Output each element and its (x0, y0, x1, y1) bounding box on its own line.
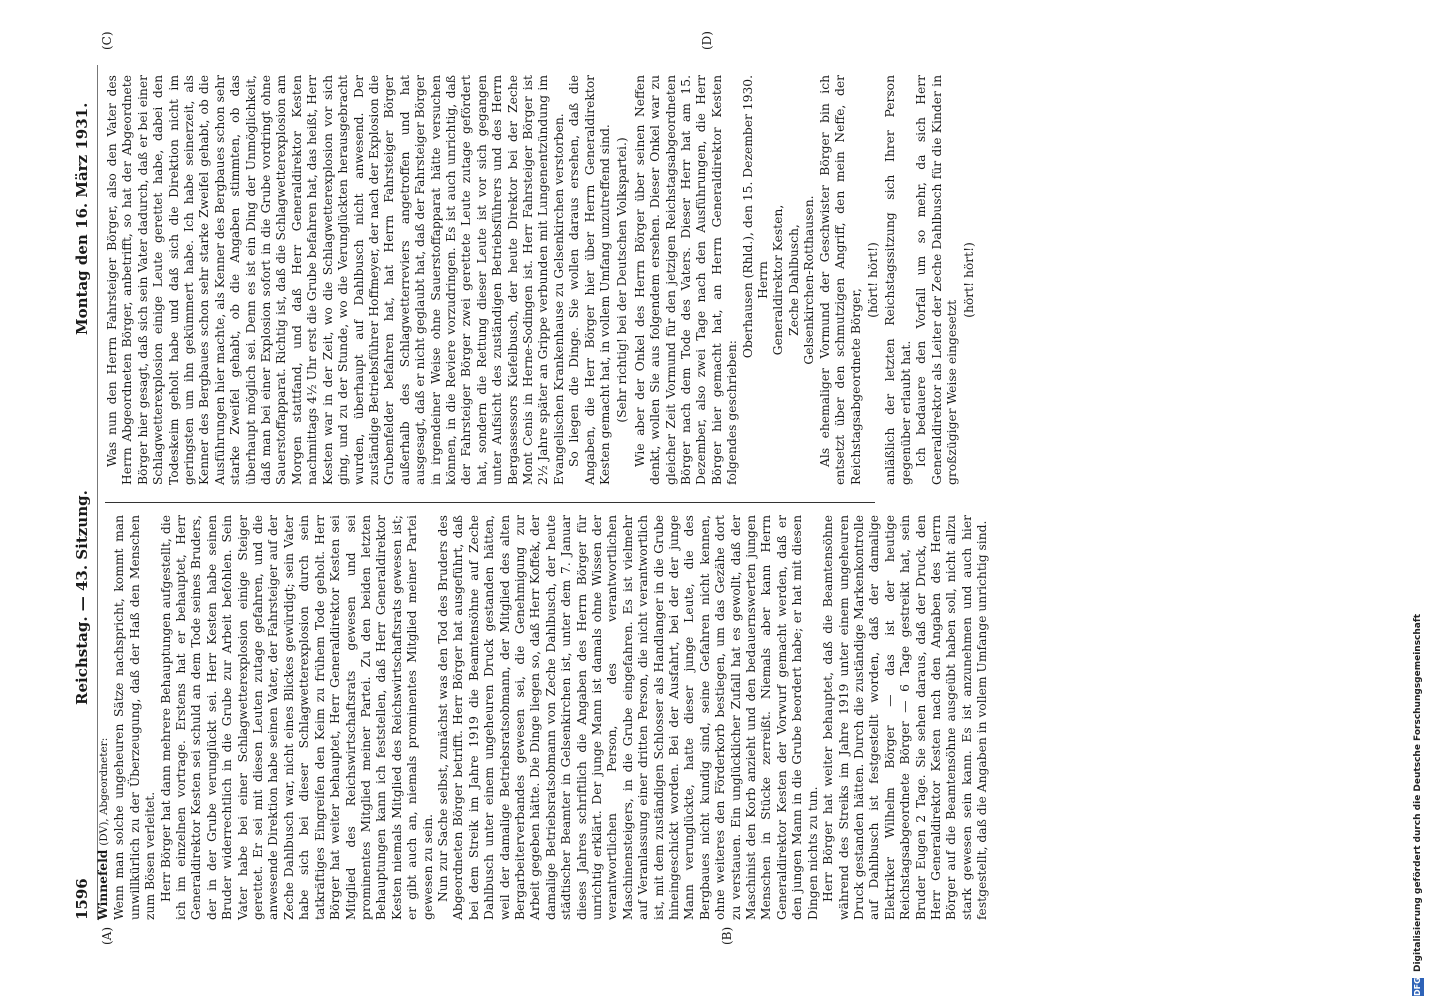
margin-mark-a: (A) (100, 926, 114, 945)
margin-mark-b: (B) (720, 926, 734, 945)
speaker-party: (DV), Abgeordneter: (98, 737, 110, 846)
speaker-line (95, 515, 112, 920)
page-header (65, 60, 97, 920)
page-number: 1596 (73, 878, 91, 920)
paragraph: Herr Börger hat dann mehrere Behauptungen aufgestellt, die ich im einzelnen vortrage. Erstens hat er behauptet, Herr Generaldirektor Kesten sei schuld an dem Tode seines Bruders, der in der Grube verunglückt sei. Herr Kesten habe seinen Bruder widerrechtlich in die Grube zur Arbeit befohlen. Sein Vater habe bei einer Schlagwetterexplosion einige Steiger gerettet. Er sei mit diesen Leuten zutage gefahren, und die anwesende Direktion habe seinen Vater, der Fahrsteiger auf der Zeche Dahlbusch war, nicht eines Blickes gewürdigt; sein Vater habe sich bei dieser Schlagwetterexplosion durch sein tatkräftiges Eingreifen den Keim zu frühem Tode geholt. Herr Börger hat weiter behauptet, Herr Generaldirektor Kesten sei Mitglied des Reichswirtschaftsrats gewesen und sei prominentes Mitglied meiner Partei. Zu den beiden letzten Behauptungen kann ich feststellen, daß Herr Generaldirektor Kesten niemals Mitglied des Reichswirtschaftsrats gewesen ist; er gibt auch an, niemals prominentes Mitglied meiner Partei gewesen zu sein. (158, 515, 435, 920)
letter-text: anläßlich der letzten Reichstagssitzung sich Ihrer Person gegenüber erlaubt hat. (883, 75, 913, 485)
session-date: Montag den 16. März 1931. (73, 102, 91, 335)
letter-text: Ich bedauere den Vorfall um so mehr, da sich Herr Generaldirektor als Leiter der Zeche Dahlbusch für die Kinder in großzügiger Weise eingesetzt (914, 75, 959, 485)
letter-address: Zeche Dahlbusch, (786, 224, 801, 336)
session-title: Reichstag. — 43. Sitzung. (73, 490, 91, 705)
left-column (95, 515, 991, 920)
letter-address: Generaldirektor Kesten, (771, 204, 786, 356)
paragraph: Wie aber der Onkel des Herrn Börger über seinen Neffen denkt, wollen Sie aus folgendem ersehen. Dieser Onkel war zu gleicher Zeit Vormund für den jetzigen Reichstagsabgeordneten Börger nach dem Tode des Vaters. Dieser Herr hat am 15. Dezember, also zwei Tage nach den Ausführungen, die Herr Börger hier gemacht hat, an Herrn Generaldirektor Kesten folgendes geschrieben: (632, 75, 740, 485)
interjection: (Sehr richtig! bei der Deutschen Volkspartei.) (615, 137, 630, 423)
column-divider (105, 502, 875, 503)
paragraph: Wenn man solche ungeheuren Sätze nachspricht, kommt man unwillkürlich zu der Überzeugung, daß der Haß den Menschen zum Bösen verleitet. (112, 515, 158, 920)
dfg-logo-icon: DFG (1413, 977, 1422, 996)
paragraph: Was nun den Herrn Fahrsteiger Börger, also den Vater des Herrn Abgeordneten Börger, anbetrifft, so hat der Abgeordnete Börger hier gesagt, daß sich sein Vater dadurch, daß er bei einer Schlagwetterexplosion einige Leute gerettet habe, dabei den Todeskeim geholt habe und daß sich die Direktion nicht im geringsten um ihn gekümmert habe. Ich habe seinerzeit, als Kenner des Bergbaues schon sehr starke Zweifel gehabt, ob die Ausführungen hier machte, als Kenner des Bergbaues schon sehr starke Zweifel gehabt, ob die Angaben stimmten, ob das überhaupt möglich sei. Denn es ist ein Ding der Unmöglichkeit, daß man bei einer Explosion sofort in die Grube vordringt ohne Sauerstoffapparat. Richtig ist, daß die Schlagwetterexplosion am Morgen stattfand, und daß Herr Generaldirektor Kesten nachmittags 4½ Uhr erst die Grube befahren hat, das heißt, Herr Kesten war in der Zeit, wo die Schlagwetterexplosion vor sich ging, und zu der Stunde, wo die Verunglückten herausgebracht wurden, überhaupt auf Dahlbusch nicht anwesend. Der zuständige Betriebsführer Hoffmeyer, der nach der Explosion die Grubenfelder befahren hat, hat Herrn Fahrsteiger Börger außerhalb des Schlagwetterreviers angetroffen und hat ausgesagt, daß er nicht geglaubt hat, daß der Fahrsteiger Börger in irgendeiner Weise ohne Sauerstoffapparat hätte versuchen können, in die Reviere vorzudringen. Es ist auch unrichtig, daß der Fahrsteiger Börger zwei gerettete Leute zutage gefördert hat, sondern die Rettung dieser Leute ist vor sich gegangen unter Aufsicht des zuständigen Betriebsführers und des Herrn Bergassessors Kiefelbusch, der heute Direktor bei der Zeche Mont Cenis in Herne-Sodingen ist. Herr Fahrsteiger Börger ist 2½ Jahre später an Grippe verbunden mit Lungenentzündung im Evangelischen Krankenhause zu Gelsenkirchen verstorben. (105, 75, 566, 485)
paragraph: Nun zur Sache selbst, zunächst was den Tod des Bruders des Abgeordneten Börger betrifft. Herr Börger hat ausgeführt, daß bei dem Streik im Jahre 1919 die Beamtensöhne auf Zeche Dahlbusch unter einem ungeheuren Druck gestanden hätten, weil der damalige Betriebsratsobmann, der Mitglied des alten Bergarbeiterverbandes gewesen sei, die Genehmigung zur Arbeit gegeben hätte. Die Dinge liegen so, daß Herr Koffek, der damalige Betriebsratsobmann von Zeche Dahlbusch, der heute städtischer Beamter in Gelsenkirchen ist, unter dem 7. Januar dieses Jahres schriftlich die Angaben des Herrn Börger für unrichtig erklärt. Der junge Mann ist damals ohne Wissen der verantwortlichen Person, des verantwortlichen Maschinensteigers, in die Grube eingefahren. Es ist vielmehr auf Veranlassung einer dritten Person, die nicht verantwortlich ist, mit dem zuständigen Schlosser als Handlanger in die Grube hineingeschickt worden. Bei der Ausfahrt, bei der der junge Mann verunglückte, hatte dieser junge Leute, die des Bergbaues nicht kundig sind, seine Gefahren nicht kennen, ohne weiteres den Förderkorb bestiegen, um das Gezähe dort zu verstauen. Ein unglücklicher Zufall hat es gewollt, daß der Maschinist den Korb anzieht und den bedauernswerten jungen Menschen in Stücke zerreißt. Niemals aber kann Herrn Generaldirektor Kesten der Vorwurf gemacht werden, daß er den jungen Mann in die Grube beordert habe; er hat mit diesen Dingen nichts zu tun. (435, 515, 820, 920)
paragraph: Herr Börger hat weiter behauptet, daß die Beamtensöhne während des Streiks im Jahre 1919 unter einem ungeheuren Druck gestanden hätten. Durch die zuständige Markenkontrolle auf Dahlbusch ist festgestellt worden, daß der damalige Elektriker Wilhelm Börger — das ist der heutige Reichstagsabgeordnete Börger — 6 Tage gestreikt hat, sein Bruder Eugen 2 Tage. Sie sehen daraus, daß der Druck, den Herr Generaldirektor Kesten nach den Angaben des Herrn Börger auf die Beamtensöhne ausgeübt haben soll, nicht allzu stark gewesen sein kann. Es ist anzunehmen und auch hier festgestellt, daß die Angaben in vollem Umfange unrichtig sind. (821, 515, 990, 920)
interjection: (hört! hört!) (962, 242, 977, 318)
right-column (105, 75, 980, 485)
letter-text: Als ehemaliger Vormund der Geschwister Börger bin ich entsetzt über den schmutzigen Angriff, den mein Neffe, der Reichstagsabgeordnete Börger, (817, 75, 863, 485)
letter-date: Oberhausen (Rhld.), den 15. Dezember 1930. (740, 75, 755, 359)
paragraph: So liegen die Dinge. Sie wollen daraus ersehen, daß die Angaben, die Herr Börger hier über Herrn Generaldirektor Kesten gemacht hat, in vollem Umfang unzutreffend sind. (567, 75, 612, 485)
letter-address: Gelsenkirchen-Rotthausen. (802, 195, 817, 365)
credit-text: Digitalisierung gefördert durch die Deutsche Forschungsgemeinschaft (1413, 613, 1423, 972)
speaker-name: Winnefeld (95, 849, 110, 920)
letter-salutation: Herrn (756, 261, 771, 299)
interjection: (hört! hört!) (865, 242, 880, 318)
margin-mark-c: (C) (100, 31, 114, 50)
margin-mark-d: (D) (700, 31, 714, 50)
digitization-credit (1412, 0, 1426, 1000)
